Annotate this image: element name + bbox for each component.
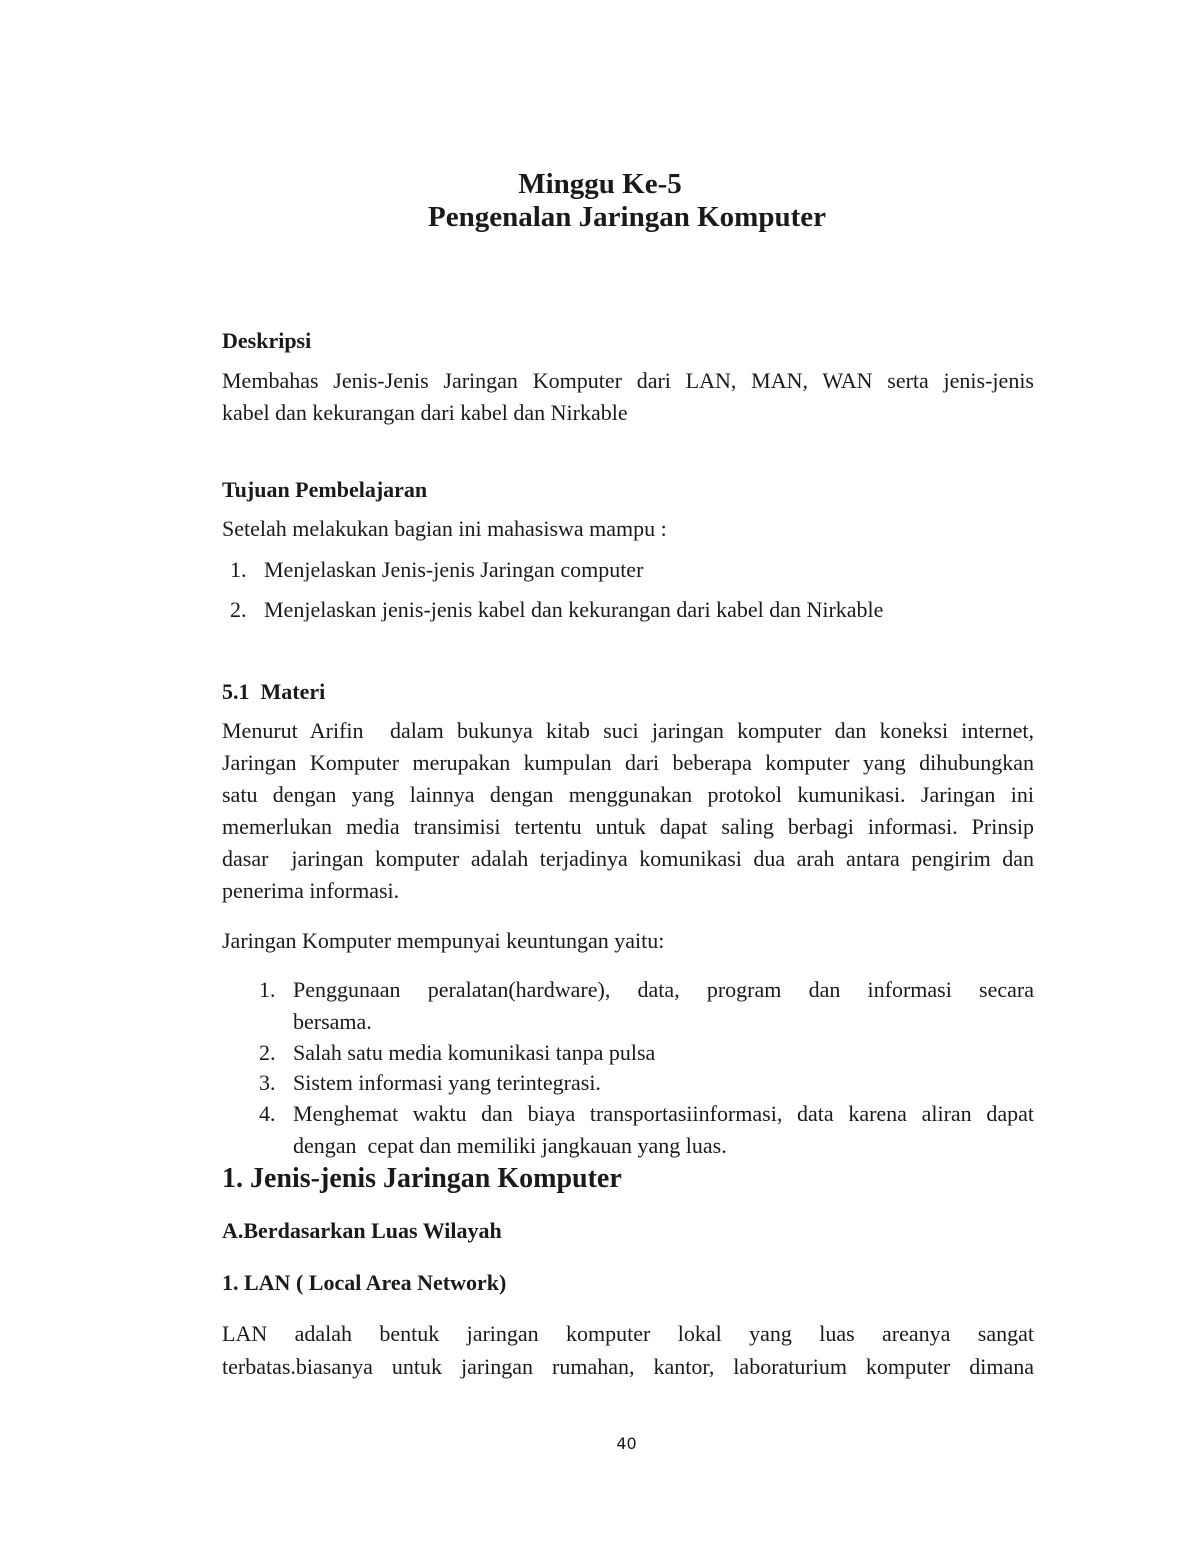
deskripsi-line-2: kabel dan kekurangan dari kabel dan Nirkable: [222, 400, 628, 425]
title-line-2: Pengenalan Jaringan Komputer: [428, 201, 826, 233]
keuntungan-item-3-line-1: Sistem informasi yang terintegrasi.: [293, 1070, 601, 1095]
materi-heading: 5.1 Materi: [222, 679, 326, 704]
page-number: 40: [616, 1434, 637, 1453]
deskripsi-heading: Deskripsi: [222, 328, 312, 353]
keuntungan-item-4-line-1: Menghemat waktu dan biaya transportasiinformasi, data karena aliran dapat: [293, 1101, 1034, 1126]
lan-heading: 1. LAN ( Local Area Network): [222, 1270, 507, 1295]
materi-line-5: dasar jaringan komputer adalah terjadinya komunikasi dua arah antara pengirim dan: [222, 846, 1034, 871]
tujuan-heading: Tujuan Pembelajaran: [222, 477, 428, 502]
tujuan-intro: Setelah melakukan bagian ini mahasiswa mampu :: [222, 516, 667, 541]
keuntungan-item-4-number: 4.: [259, 1101, 276, 1126]
tujuan-item-1-number: 1.: [230, 557, 247, 582]
keuntungan-item-1-line-2: bersama.: [293, 1009, 372, 1034]
materi-line-4: memerlukan media transimisi tertentu untuk dapat saling berbagi informasi. Prinsip: [222, 814, 1034, 839]
tujuan-item-1-text: Menjelaskan Jenis-jenis Jaringan computer: [264, 557, 644, 582]
keuntungan-item-2-number: 2.: [259, 1040, 276, 1065]
keuntungan-item-1-number: 1.: [259, 977, 276, 1002]
materi-line-1: Menurut Arifin dalam bukunya kitab suci jaringan komputer dan koneksi internet,: [222, 718, 1034, 743]
tujuan-item-2-text: Menjelaskan jenis-jenis kabel dan kekurangan dari kabel dan Nirkable: [264, 597, 884, 622]
keuntungan-item-4-line-2: dengan cepat dan memiliki jangkauan yang luas.: [293, 1133, 727, 1158]
deskripsi-line-1: Membahas Jenis-Jenis Jaringan Komputer dari LAN, MAN, WAN serta jenis-jenis: [222, 368, 1034, 393]
materi-line-3: satu dengan yang lainnya dengan menggunakan protokol kumunikasi. Jaringan ini: [222, 782, 1034, 807]
lan-line-1: LAN adalah bentuk jaringan komputer lokal yang luas areanya sangat: [222, 1321, 1034, 1346]
title-line-1: Minggu Ke-5: [518, 168, 682, 200]
keuntungan-intro: Jaringan Komputer mempunyai keuntungan yaitu:: [222, 928, 665, 953]
keuntungan-item-3-number: 3.: [259, 1070, 276, 1095]
jenis-heading: 1. Jenis-jenis Jaringan Komputer: [222, 1163, 622, 1194]
lan-line-2: terbatas.biasanya untuk jaringan rumahan, kantor, laboraturium komputer dimana: [222, 1354, 1034, 1379]
tujuan-item-2-number: 2.: [230, 597, 247, 622]
materi-line-2: Jaringan Komputer merupakan kumpulan dari beberapa komputer yang dihubungkan: [222, 750, 1034, 775]
materi-line-6: penerima informasi.: [222, 878, 400, 903]
sub-heading-luas-wilayah: A.Berdasarkan Luas Wilayah: [222, 1218, 502, 1243]
keuntungan-item-2-line-1: Salah satu media komunikasi tanpa pulsa: [293, 1040, 656, 1065]
keuntungan-item-1-line-1: Penggunaan peralatan(hardware), data, program dan informasi secara: [293, 977, 1034, 1002]
